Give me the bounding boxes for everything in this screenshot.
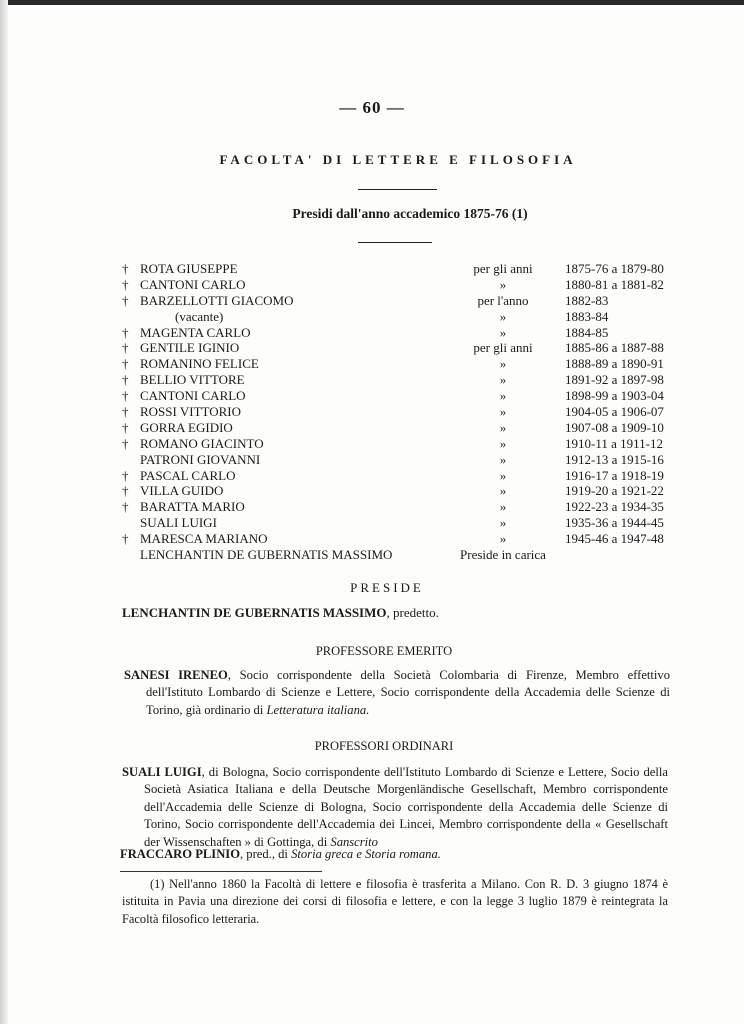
ordinari-heading: PROFESSORI ORDINARI <box>314 739 454 753</box>
president-row <box>122 293 682 309</box>
president-row <box>122 340 682 356</box>
suali-entry <box>122 764 668 851</box>
president-years: 1907-08 a 1909-10 <box>565 419 664 435</box>
deceased-cross-icon: † <box>122 388 129 404</box>
president-years: 1875-76 a 1879-80 <box>565 261 664 276</box>
president-period: » <box>499 531 507 547</box>
president-period: » <box>499 324 507 340</box>
president-years: 1883-84 <box>565 308 609 324</box>
preside-entry <box>122 605 439 621</box>
footnote: (1) Nell'anno 1860 la Facoltà di lettere e filosofia è trasferita a Milano. Con R. D. 3 giugno 1874 è istituita in Pavia una direzione dei corsi di filosofia e lettere, e con la legge 3 luglio 1879 è reintegrata la Facoltà filosofico letteraria. <box>122 877 668 926</box>
emerito-subject: Letteratura italiana. <box>266 702 370 717</box>
president-row <box>122 483 682 499</box>
president-years: 1910-11 a 1911-12 <box>565 435 663 451</box>
preside-heading: PRESIDE <box>350 580 424 595</box>
deceased-cross-icon: † <box>122 419 129 435</box>
emerito-text: , Socio corrispondente della Società Colombaria di Firenze, Membro effettivo dell'Istituto Lombardo di Scienze e Lettere, Socio corrispondente della Accademia delle Scienze di Torino, già ordinario di <box>146 668 671 717</box>
page-number: — 60 — <box>339 98 405 117</box>
president-name: PASCAL CARLO <box>140 467 236 483</box>
president-years: 1935-36 a 1944-45 <box>565 515 664 531</box>
president-row <box>122 420 682 436</box>
president-period: » <box>499 276 507 292</box>
president-years: 1882-83 <box>565 292 609 308</box>
president-row <box>122 388 682 404</box>
president-period: » <box>499 404 507 420</box>
title-divider <box>358 189 437 190</box>
president-years: 1880-81 a 1881-82 <box>565 276 664 292</box>
deceased-cross-icon: † <box>122 292 129 308</box>
deceased-cross-icon: † <box>122 356 129 372</box>
president-period: » <box>499 483 507 499</box>
president-name: BARZELLOTTI GIACOMO <box>140 292 294 308</box>
faculty-title: FACOLTA' DI LETTERE E FILOSOFIA <box>219 152 577 167</box>
president-name: ROMANO GIACINTO <box>140 435 264 451</box>
president-period: » <box>499 419 507 435</box>
emerito-heading: PROFESSORE EMERITO <box>315 644 453 658</box>
suali-text: , di Bologna, Socio corrispondente dell'Istituto Lombardo di Scienze e Lettere, Socio della Società Asiatica Italiana e della Deutsche Morgenländische Gesellschaft, Membro corrispondente dell'Accademia delle Scienze di Bologna, Socio corrispondente della Accademia delle Scienze di Torino, Socio corrispondente dell'Accademia dei Lincei, Membro corrispondente della « Gesellschaft der Wissenschaften » di Gottinga, di <box>144 765 668 849</box>
president-years: 1884-85 <box>565 324 609 340</box>
president-period: » <box>499 388 507 404</box>
fraccaro-text: , pred., di <box>240 847 292 861</box>
president-period: » <box>499 356 507 372</box>
preside-name: LENCHANTIN DE GUBERNATIS MASSIMO <box>122 605 387 620</box>
fraccaro-subject: Storia greca e Storia romana. <box>291 847 441 861</box>
subtitle-divider <box>358 242 432 243</box>
president-years: 1916-17 a 1918-19 <box>565 467 664 483</box>
deceased-cross-icon: † <box>122 483 129 499</box>
president-row <box>122 547 682 563</box>
president-name: ROTA GIUSEPPE <box>140 261 238 276</box>
president-years: 1945-46 a 1947-48 <box>565 531 664 547</box>
president-name: CANTONI CARLO <box>140 388 246 404</box>
president-name: MAGENTA CARLO <box>140 324 251 340</box>
deceased-cross-icon: † <box>122 340 129 356</box>
president-period: per l'anno <box>477 292 529 308</box>
deceased-cross-icon: † <box>122 404 129 420</box>
president-row <box>122 404 682 420</box>
president-period: » <box>499 435 507 451</box>
president-period: » <box>499 451 507 467</box>
president-years: 1888-89 a 1890-91 <box>565 356 664 372</box>
president-years: 1919-20 a 1921-22 <box>565 483 664 499</box>
fraccaro-name: FRACCARO PLINIO <box>120 847 240 861</box>
president-name: BARATTA MARIO <box>140 499 245 515</box>
president-row <box>122 531 682 547</box>
president-period: Preside in carica <box>460 547 546 563</box>
president-row <box>122 325 682 341</box>
president-name: ROMANINO FELICE <box>140 356 259 372</box>
president-name: LENCHANTIN DE GUBERNATIS MASSIMO <box>140 547 393 563</box>
president-row <box>122 372 682 388</box>
president-name: CANTONI CARLO <box>140 276 246 292</box>
deceased-cross-icon: † <box>122 531 129 547</box>
president-years: 1885-86 a 1887-88 <box>565 340 664 356</box>
president-years: 1904-05 a 1906-07 <box>565 404 664 420</box>
president-period: » <box>499 308 507 324</box>
president-row <box>122 309 682 325</box>
president-period: » <box>499 499 507 515</box>
president-row <box>122 436 682 452</box>
deceased-cross-icon: † <box>122 372 129 388</box>
deceased-cross-icon: † <box>122 467 129 483</box>
president-name: GORRA EGIDIO <box>140 419 233 435</box>
suali-subject: Sanscrito <box>330 834 378 849</box>
deceased-cross-icon: † <box>122 261 129 276</box>
deceased-cross-icon: † <box>122 324 129 340</box>
deceased-cross-icon: † <box>122 276 129 292</box>
president-row <box>122 468 682 484</box>
president-row <box>122 515 682 531</box>
preside-rest: , predetto. <box>386 605 439 620</box>
president-name: GENTILE IGINIO <box>140 340 240 356</box>
president-name: (vacante) <box>175 308 224 324</box>
president-name: MARESCA MARIANO <box>140 531 268 547</box>
president-years: 1922-23 a 1934-35 <box>565 499 664 515</box>
president-years: 1898-99 a 1903-04 <box>565 388 664 404</box>
president-row <box>122 452 682 468</box>
president-name: ROSSI VITTORIO <box>140 404 242 420</box>
president-years: 1912-13 a 1915-16 <box>565 451 664 467</box>
president-years: 1891-92 a 1897-98 <box>565 372 664 388</box>
president-period: » <box>499 467 507 483</box>
suali-name: SUALI LUIGI <box>122 765 202 779</box>
president-name: BELLIO VITTORE <box>140 372 245 388</box>
deceased-cross-icon: † <box>122 499 129 515</box>
president-period: per gli anni <box>473 261 533 276</box>
president-row <box>122 261 682 277</box>
fraccaro-entry <box>120 846 666 863</box>
president-period: » <box>499 372 507 388</box>
president-name: VILLA GUIDO <box>140 483 224 499</box>
emerito-name: SANESI IRENEO <box>124 668 228 682</box>
president-row <box>122 499 682 515</box>
deceased-cross-icon: † <box>122 435 129 451</box>
presidents-list <box>122 261 682 563</box>
emerito-entry <box>124 667 670 719</box>
scan-top-border <box>0 0 744 5</box>
president-name: PATRONI GIOVANNI <box>140 451 261 467</box>
president-period: » <box>499 515 507 531</box>
footnote-divider <box>120 871 322 872</box>
president-row <box>122 277 682 293</box>
president-row <box>122 356 682 372</box>
president-period: per gli anni <box>473 340 533 356</box>
president-name: SUALI LUIGI <box>140 515 217 531</box>
presidents-subtitle: Presidi dall'anno accademico 1875-76 (1) <box>292 206 528 221</box>
